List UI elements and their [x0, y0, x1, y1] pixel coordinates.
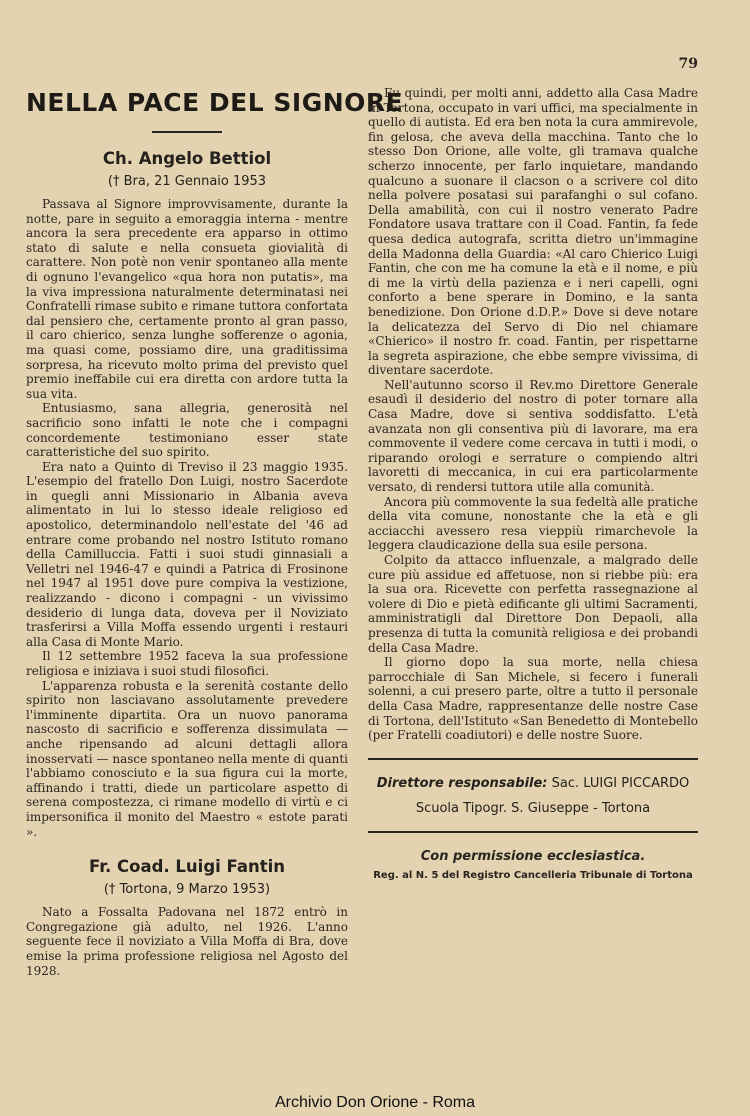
body-paragraph: Il giorno dopo la sua morte, nella chiesa parrocchiale di San Michele, si fecero i funerali solenni, a cui presero parte, oltre a tutto il personale della Casa Madre, rappresentanze delle nostre Case di Tortona, dell'Istituto «San Benedetto di Montebello (per Fratelli coadiutori) e delle nostre Suore. — [368, 655, 698, 743]
body-paragraph: Ancora più commovente la sua fedeltà alle pratiche della vita comune, nonostante che la età e gli acciacchi avessero resa vieppiù rimarchevole la leggera claudicazione della sua esile persona. — [368, 494, 698, 553]
title-divider — [152, 131, 222, 133]
director-label: Direttore responsabile: — [376, 775, 548, 791]
footer-divider — [368, 831, 698, 833]
body-paragraph: Nato a Fossalta Padovana nel 1872 entrò in Congregazione già adulto, nel 1926. L'anno seguente fece il noviziato a Villa Moffa di Bra, dove emise la prima professione religiosa nel Agosto del 1928. — [26, 905, 348, 978]
director-credit — [368, 776, 698, 791]
obituary-date: († Bra, 21 Gennaio 1953 — [107, 174, 267, 189]
printer-credit: Scuola Tipogr. S. Giuseppe - Tortona — [415, 800, 651, 816]
body-paragraph: Era nato a Quinto di Treviso il 23 maggio 1935. L'esempio del fratello Don Luigi, nostro Sacerdote in quegli anni Missionario in Albania aveva alimentato in lui lo stesso ideale religioso ed apostolico, determinandolo nell'estate del '46 ad entrare come probando nel nostro Istituto romano della Camilluccia. Fatti i suoi studi ginnasiali a Velletri nel 1946-47 e quindi a Patrica di Frosinone nel 1947 al 1951 dove pure compiva la vestizione, realizzando - dicono i compagni - un vivissimo desiderio di lunga data, doveva per il Noviziato trasferirsi a Villa Moffa essendo urgenti i restauri alla Casa di Monte Mario. — [26, 459, 348, 649]
body-paragraph: Fu quindi, per molti anni, addetto alla Casa Madre in Tortona, occupato in vari uffici, ma specialmente in quello di autista. Ed era ben nota la cura ammirevole, fin gelosa, che aveva della macchina. Tanto che lo stesso Don Orione, alle volte, gli tramava qualche scherzo innocente, per farlo inquietare, mandando qualcuno a suonare il clacson o a scrivere col dito nella polvere posatasi sui parafanghi o sul cofano. Della amabilità, con cui il nostro venerato Padre Fondatore usava trattare con il Coad. Fantin, fa fede quesa dedica autografa, scritta dietro un'immagine della Madonna della Guardia: «Al caro Chierico Luigi Fantin, che con me ha comune la età e il nome, e più di me la virtù della pazienza e i neri capelli, ogni conforto a bene sperare in Domino, e la santa benedizione. Don Orione d.D.P.» Dove si deve notare la delicatezza del Servo di Dio nel chiamare «Chierico» il nostro fr. coad. Fantin, per rispettarne la segreta aspirazione, che ebbe sempre vivissima, di diventare sacerdote. — [368, 86, 698, 378]
right-column — [368, 86, 698, 881]
section-masthead: NELLA PACE DEL SIGNORE — [26, 88, 404, 117]
archive-watermark: Archivio Don Orione - Roma — [274, 1094, 476, 1111]
obituary-date: († Tortona, 9 Marzo 1953) — [103, 882, 271, 898]
director-name: Sac. LUIGI PICCARDO — [551, 775, 690, 791]
body-paragraph: Entusiasmo, sana allegria, generosità nel sacrificio sono infatti le note che i compagni concordemente testimoniano esser state caratteristiche del suo spirito. — [26, 401, 348, 460]
body-paragraph: Colpito da attacco influenzale, a malgrado delle cure più assidue ed affetuose, non si riebbe più: era la sua ora. Ricevette con perfetta rassegnazione al volere di Dio e pietà edificante gli ultimi Sacramenti, amministratigli dal Direttore Don Depaoli, alla presenza di tutta la comunità religiosa e dei probandi della Casa Madre. — [368, 553, 698, 655]
body-paragraph: L'apparenza robusta e la serenità costante dello spirito non lasciavano assolutamente prevedere l'imminente dipartita. Ora un nuovo panorama nascosto di sacrificio e sofferenza dissimulata — anche ripensando ad alcuni dettagli allora inosservati — nasce spontaneo nella mente di quanti l'abbiamo conosciuto e la sua figura cui la morte, affinando i tratti, diede un particolare aspetto di serena compostezza, ci rimane modello di virtù e ci impersonifica il monito del Maestro « estote parati ». — [26, 678, 348, 839]
obituary-bettiol — [26, 149, 348, 839]
footer-divider — [368, 758, 698, 760]
body-paragraph: Il 12 settembre 1952 faceva la sua professione religiosa e iniziava i suoi studi filosofici. — [26, 649, 348, 678]
imprimatur: Con permissione ecclesiastica. — [420, 848, 646, 864]
body-paragraph: Passava al Signore improvvisamente, durante la notte, pare in seguito a emoraggia interna - mentre ancora la sera precedente era apparso in ottimo stato di salute e nella consueta giovialità di carattere. Non potè non venir spontaneo alla mente di ognuno l'evangelico «qua hora non putatis», ma la viva impressiona naturalmente determinatasi nei Confratelli rimase subito e rimane tuttora confortata dal pensiero che, certamente pronto al gran passo, il caro chierico, senza lunghe sofferenze o agonia, ma quasi come, possiamo dire, una graditissima sorpresa, ha ricevuto molto prima del previsto quel premio ineffabile cui era diretta con ardore tutta la sua vita. — [26, 197, 348, 401]
obituary-name: Fr. Coad. Luigi Fantin — [88, 857, 286, 877]
left-column — [26, 86, 404, 978]
obituary-fantin-start — [26, 857, 348, 978]
registration-line: Reg. al N. 5 del Registro Cancelleria Tribunale di Tortona — [373, 869, 693, 881]
body-paragraph: Nell'autunno scorso il Rev.mo Direttore Generale esaudì il desiderio del nostro di poter tornare alla Casa Madre, dove si sentiva soddisfatto. L'età avanzata non gli consentiva più di lavorare, ma era commovente il vedere come cercava in tutti i modi, o riparando orologi e serrature o compiendo altri lavoretti di meccanica, in cui era particolarmente versato, di rendersi tuttora utile alla comunità. — [368, 377, 698, 495]
obituary-name: Ch. Angelo Bettiol — [102, 149, 272, 168]
page-number: 79 — [678, 56, 698, 72]
